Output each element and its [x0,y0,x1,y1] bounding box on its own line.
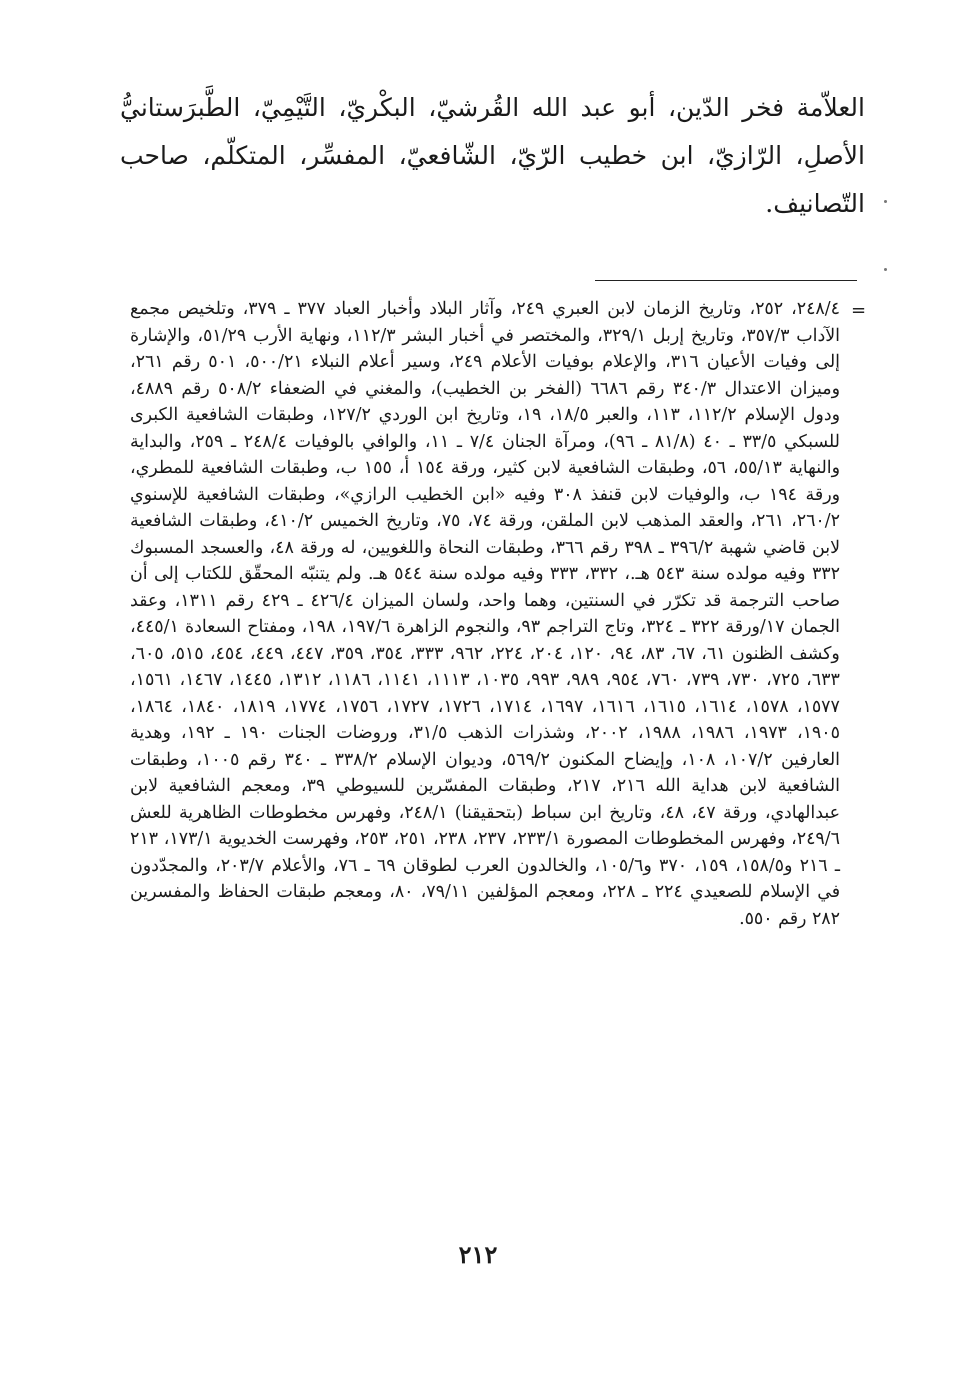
margin-mark [884,200,887,203]
footnote-separator [595,280,857,281]
footnote-paragraph: ٢٤٨/٤، ٢٥٢، وتاريخ الزمان لابن العبري ٢٤٩، وآثار البلاد وأخبار العباد ٣٧٧ ـ ٣٧٩، وتلخيص مجمع الآداب ٣٥٧/٣، وتاريخ إربل ٣٢٩/١، والمختصر في أخبار البشر ١١٢/٣، ونهاية الأرب ٥١/٢٩، والإشارة إلى وفيات الأعيان ٣١٦، والإعلام بوفيات الأعلام ٢٤٩، وسير أعلام النبلاء ٥٠٠/٢١، ٥٠١ رقم ٢٦١، وميزان الاعتدال ٣٤٠/٣ رقم ٦٦٨٦ (الفخر بن الخطيب)، والمغني في الضعفاء ٥٠٨/٢ رقم ٤٨٨٩، ودول الإسلام ١١٢/٢، ١١٣، والعبر ١٨/٥، ١٩، وتاريخ ابن الوردي ١٢٧/٢، وطبقات الشافعية الكبرى للسبكي ٣٣/٥ ـ ٤٠ (٨١/٨ ـ ٩٦)، ومرآة الجنان ٧/٤ ـ ١١، والوافي بالوفيات ٢٤٨/٤ ـ ٢٥٩، والبداية والنهاية ٥٥/١٣، ٥٦، وطبقات الشافعية لابن كثير، ورقة ١٥٤ أ، ١٥٥ ب، وطبقات الشافعية للمطري، ورقة ١٩٤ ب، والوفيات لابن قنفذ ٣٠٨ وفيه «ابن الخطيب الرازي»، وطبقات الشافعية للإسنوي ٢٦٠/٢، ٢٦١، والعقد المذهب لابن الملقن، ورقة ٧٤، ٧٥، وتاريخ الخميس ٤١٠/٢، وطبقات الشافعية لابن قاضي شهبة ٣٩٦/٢ ـ ٣٩٨ رقم ٣٦٦، وطبقات النحاة واللغويين، له ورقة ٤٨، والعسجد المسبوك ٣٣٢ وفيه مولده سنة ٥٤٣ هـ.، ٣٣٢، ٣٣٣ وفيه مولده سنة ٥٤٤ هـ. ولم يتنبّه المحقّق للكتاب إلى أن صاحب الترجمة قد تكرّر في السنتين، وهما واحد، ولسان الميزان ٤٢٦/٤ ـ ٤٢٩ رقم ١٣١١، وعقد الجمان ١٧/ورقة ٣٢٢ ـ ٣٢٤، وتاج التراجم ٩٣، والنجوم الزاهرة ١٩٧/٦، ١٩٨، ومفتاح السعادة ٤٤٥/١، وكشف الظنون ٦١، ٦٧، ٨٣، ٩٤، ١٢٠، ٢٠٤، ٢٢٤، ٩٦٢، ٣٣٣، ٣٥٤، ٣٥٩، ٤٤٧، ٤٤٩، ٤٥٤، ٥١٥، ٦٠٥، ٦٣٣، ٧٢٥، ٧٣٠، ٧٣٩، ٧٦٠، ٩٥٤، ٩٨٩، ٩٩٣، ١٠٣٥، ١١١٣، ١١٤١، ١١٨٦، ١٣١٢، ١٤٤٥، ١٤٦٧، ١٥٦١، ١٥٧٧، ١٥٧٨، ١٦١٤، ١٦١٥، ١٦١٦، ١٦٩٧، ١٧١٤، ١٧٢٦، ١٧٢٧، ١٧٥٦، ١٧٧٤، ١٨١٩، ١٨٤٠، ١٨٦٤، ١٩٠٥، ١٩٧٣، ١٩٨٦، ١٩٨٨، ٢٠٠٢، وشذرات الذهب ٣١/٥، وروضات الجنات ١٩٠ ـ ١٩٢، وهدية العارفين ١٠٧/٢، ١٠٨، وإيضاح المكنون ٥٦٩/٢، وديوان الإسلام ٣٣٨/٢ ـ ٣٤٠ رقم ١٠٠٥، وطبقات الشافعية لابن هداية الله ٢١٦، ٢١٧، وطبقات المفسّرين للسيوطي ٣٩، ومعجم الشافعية لابن عبدالهادي، ورقة ٤٧، ٤٨، وتاريخ ابن سباط (بتحقيقنا) ٢٤٨/١، وفهرس مخطوطات الظاهرية للعش ٢٤٩/٦، وفهرس المخطوطات المصورة ٢٣٣/١، ٢٣٧، ٢٣٨، ٢٥١، ٢٥٣، وفهرست الخديوية ١٧٣/١، ٢١٣ ـ ٢١٦ و١٥٨/٥، ١٥٩، ٣٧٠ و١٠٥/٦، والخالدون العرب لطوقان ٦٩ ـ ٧٦، والأعلام ٢٠٣/٧، والمجدّدون في الإسلام للصعيدي ٢٢٤ ـ ٢٢٨، ومعجم المؤلفين ٧٩/١١، ٨٠، ومعجم طبقات الحفاظ والمفسرين ٢٨٢ رقم ٥٥٠. [130,299,841,929]
margin-mark [884,268,887,271]
footnote-continuation-mark: = [851,300,867,321]
page-number: ٢١٢ [458,1240,498,1269]
main-text-block [120,84,865,228]
footnote-block [130,296,840,932]
main-paragraph: العلاّمة فخر الدّين، أبو عبد الله القُرشيّ، البكْريّ، التَّيْمِيّ، الطَّبرَستانيُّ الأصلِ، الرّازيّ، ابن خطيب الرّيّ، الشّافعيّ، المفسِّر، المتكلّم، صاحب التّصانيف. [120,93,865,218]
